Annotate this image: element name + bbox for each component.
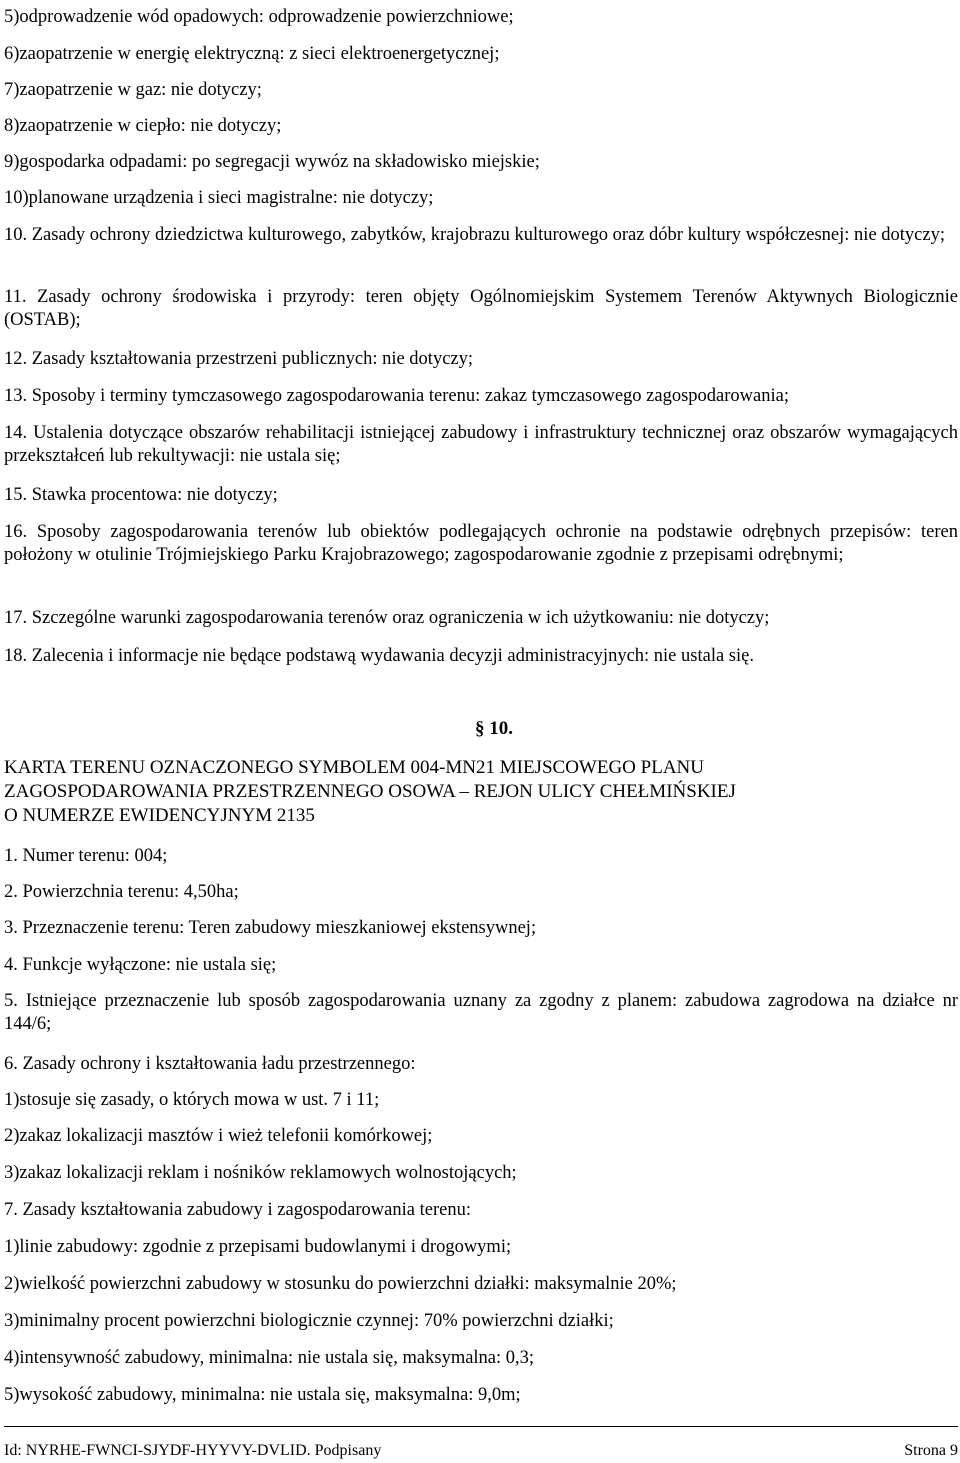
paragraph: 17. Szczególne warunki zagospodarowania terenów oraz ograniczenia w ich użytkowaniu: nie dotyczy; (4, 608, 770, 628)
section-heading (4, 718, 958, 740)
list-item: 3)zakaz lokalizacji reklam i nośników reklamowych wolnostojących; (4, 1163, 517, 1183)
list-item: 1)stosuje się zasady, o których mowa w ust. 7 i 11; (4, 1090, 380, 1110)
section-number: § 10. (475, 718, 513, 739)
footer-divider (4, 1426, 958, 1427)
list-item: 7. Zasady kształtowania zabudowy i zagospodarowania terenu: (4, 1200, 471, 1220)
title-line: O NUMERZE EWIDENCYJNYM 2135 (4, 805, 315, 826)
paragraph: 15. Stawka procentowa: nie dotyczy; (4, 485, 278, 505)
paragraph: 12. Zasady kształtowania przestrzeni publicznych: nie dotyczy; (4, 349, 474, 369)
paragraph: 8)zaopatrzenie w ciepło: nie dotyczy; (4, 116, 282, 136)
paragraph: 16. Sposoby zagospodarowania terenów lub obiektów podlegających ochronie na podstawie odrębnych przepisów: teren położony w otulinie Trójmiejskiego Parku Krajobrazowego; zagospodarowanie zgodnie z przepisami odrębnymi; (4, 522, 958, 565)
paragraph: 18. Zalecenia i informacje nie będące podstawą wydawania decyzji administracyjnych: nie ustala się. (4, 646, 754, 666)
paragraph: 6)zaopatrzenie w energię elektryczną: z sieci elektroenergetycznej; (4, 44, 500, 64)
list-item: 6. Zasady ochrony i kształtowania ładu przestrzennego: (4, 1054, 416, 1074)
paragraph: 9)gospodarka odpadami: po segregacji wywóz na składowisko miejskie; (4, 152, 540, 172)
list-item: 2)wielkość powierzchni zabudowy w stosunku do powierzchni działki: maksymalnie 20%; (4, 1274, 677, 1294)
footer-document-id: Id: NYRHE-FWNCI-SJYDF-HYYVY-DVLID. Podpisany (4, 1442, 382, 1459)
list-item: 5)wysokość zabudowy, minimalna: nie ustala się, maksymalna: 9,0m; (4, 1385, 521, 1405)
list-item: 3)minimalny procent powierzchni biologicznie czynnej: 70% powierzchni działki; (4, 1311, 614, 1331)
paragraph: 11. Zasady ochrony środowiska i przyrody: teren objęty Ogólnomiejskim Systemem Terenów Aktywnych Biologicznie (OSTAB); (4, 287, 958, 330)
paragraph: 10. Zasady ochrony dziedzictwa kulturowego, zabytków, krajobrazu kulturowego oraz dóbr kultury współczesnej: nie dotyczy; (4, 225, 945, 245)
list-item: 2)zakaz lokalizacji masztów i wież telefonii komórkowej; (4, 1126, 433, 1146)
list-item: 2. Powierzchnia terenu: 4,50ha; (4, 882, 239, 902)
paragraph: 5)odprowadzenie wód opadowych: odprowadzenie powierzchniowe; (4, 7, 514, 27)
list-item: 5. Istniejące przeznaczenie lub sposób zagospodarowania uznany za zgodny z planem: zabudowa zagrodowa na działce nr 144/6; (4, 991, 958, 1034)
paragraph: 10)planowane urządzenia i sieci magistralne: nie dotyczy; (4, 188, 434, 208)
list-item: 3. Przeznaczenie terenu: Teren zabudowy mieszkaniowej ekstensywnej; (4, 918, 537, 938)
paragraph: 14. Ustalenia dotyczące obszarów rehabilitacji istniejącej zabudowy i infrastruktury technicznej oraz obszarów wymagających przekształceń lub rekultywacji: nie ustala się; (4, 423, 958, 466)
list-item: 1)linie zabudowy: zgodnie z przepisami budowlanymi i drogowymi; (4, 1237, 512, 1257)
list-item: 4. Funkcje wyłączone: nie ustala się; (4, 955, 277, 975)
list-item: 1. Numer terenu: 004; (4, 846, 168, 866)
list-item: 4)intensywność zabudowy, minimalna: nie ustala się, maksymalna: 0,3; (4, 1348, 535, 1368)
footer-page-number: Strona 9 (904, 1442, 958, 1459)
paragraph: 13. Sposoby i terminy tymczasowego zagospodarowania terenu: zakaz tymczasowego zagospodarowania; (4, 386, 789, 406)
title-line: KARTA TERENU OZNACZONEGO SYMBOLEM 004-MN21 MIEJSCOWEGO PLANU (4, 757, 704, 778)
paragraph: 7)zaopatrzenie w gaz: nie dotyczy; (4, 80, 262, 100)
title-line: ZAGOSPODAROWANIA PRZESTRZENNEGO OSOWA – REJON ULICY CHEŁMIŃSKIEJ (4, 781, 736, 802)
